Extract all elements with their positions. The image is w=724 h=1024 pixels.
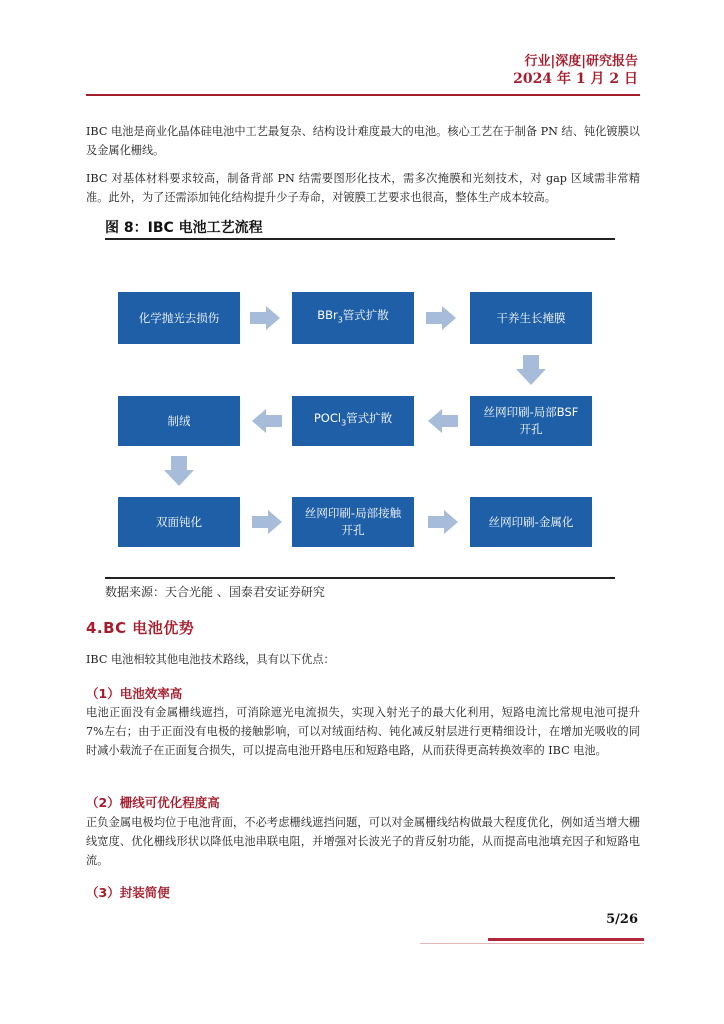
subsection-title-2: （2）栅线可优化程度高 (86, 795, 220, 810)
step-texturing (118, 396, 240, 446)
section-title: 4.BC 电池优势 (86, 619, 195, 637)
arrow-right-icon (426, 306, 456, 330)
step-contact-opening (292, 497, 414, 547)
step-bsf-opening (470, 396, 592, 446)
footer-thin-line (420, 943, 644, 944)
section-intro: IBC 电池相较其他电池技术路线，具有以下优点： (86, 653, 335, 666)
step-label: 干养生长掩膜 (496, 310, 566, 325)
figure-bottom-rule (105, 577, 615, 579)
step-double-passivation (118, 497, 240, 547)
report-category: 行业|深度|研究报告 (524, 54, 638, 69)
subsection-title-1: （1）电池效率高 (86, 686, 183, 701)
step-label: 制绒 (167, 413, 191, 428)
page-number: 5/26 (606, 912, 638, 927)
arrow-down-icon (164, 456, 194, 486)
subsection-title-3: （3）封装简便 (86, 885, 170, 900)
report-date: 2024 年 1 月 2 日 (513, 71, 638, 87)
step-label: BBr$_3$管式扩散 (317, 308, 389, 325)
step-chemical-polish (118, 292, 240, 344)
step-metallization (470, 497, 592, 547)
subsection-text-1: 电池正面没有金属栅线遮挡，可消除遮光电流损失，实现入射光子的最大化利用，短路电流比常规电池可提升 7%左右；由于正面没有电极的接触影响，可以对绒面结构、钝化减反射层进行更精细设计，在增加光吸收的同时减小载流子在正面复合损失，可以提高电池开路电压和短路电路，从而获得更高转换效率的 IBC 电池。 (86, 706, 640, 757)
arrow-left-icon (428, 409, 458, 433)
figure-source: 数据来源：天合光能 、国泰君安证券研究 (105, 585, 325, 599)
figure-title: 图 8：IBC 电池工艺流程 (105, 220, 263, 236)
arrow-down-icon (516, 355, 546, 385)
paragraph-2: IBC 对基体材料要求较高，制备背部 PN 结需要图形化技术，需多次掩膜和光刻技术，对 gap 区域需非常精准。此外，为了还需添加钝化结构提升少子寿命，对镀膜工艺要求也很高，整体生产成本较高。 (86, 172, 640, 204)
step-label: 丝网印刷-局部BSF开孔 (483, 405, 579, 436)
arrow-right-icon (252, 510, 282, 534)
arrow-right-icon (428, 510, 458, 534)
step-label: 化学抛光去损伤 (138, 310, 220, 325)
paragraph-1: IBC 电池是商业化晶体硅电池中工艺最复杂、结构设计难度最大的电池。核心工艺在于制备 PN 结、钝化镀膜以及金属化栅线。 (86, 125, 640, 157)
step-label: 丝网印刷-金属化 (488, 514, 574, 529)
footer-accent-line (488, 938, 644, 941)
arrow-left-icon (252, 409, 282, 433)
step-mask-growth (470, 292, 592, 344)
step-pocl3-diffusion (292, 396, 414, 446)
step-label: POCl$_3$管式扩散 (313, 411, 393, 428)
figure-top-rule (105, 238, 615, 240)
arrow-right-icon (250, 306, 280, 330)
step-label: 丝网印刷-局部接触开孔 (304, 506, 402, 537)
subsection-text-2: 正负金属电极均位于电池背面，不必考虑栅线遮挡问题，可以对金属栅线结构做最大程度优化，例如适当增大栅线宽度、优化栅线形状以降低电池串联电阻，并增强对长波光子的背反射功能，从而提高电池填充因子和短路电流。 (86, 816, 640, 867)
step-label: 双面钝化 (156, 514, 202, 529)
step-bbr3-diffusion (292, 292, 414, 344)
header-divider (86, 94, 640, 96)
